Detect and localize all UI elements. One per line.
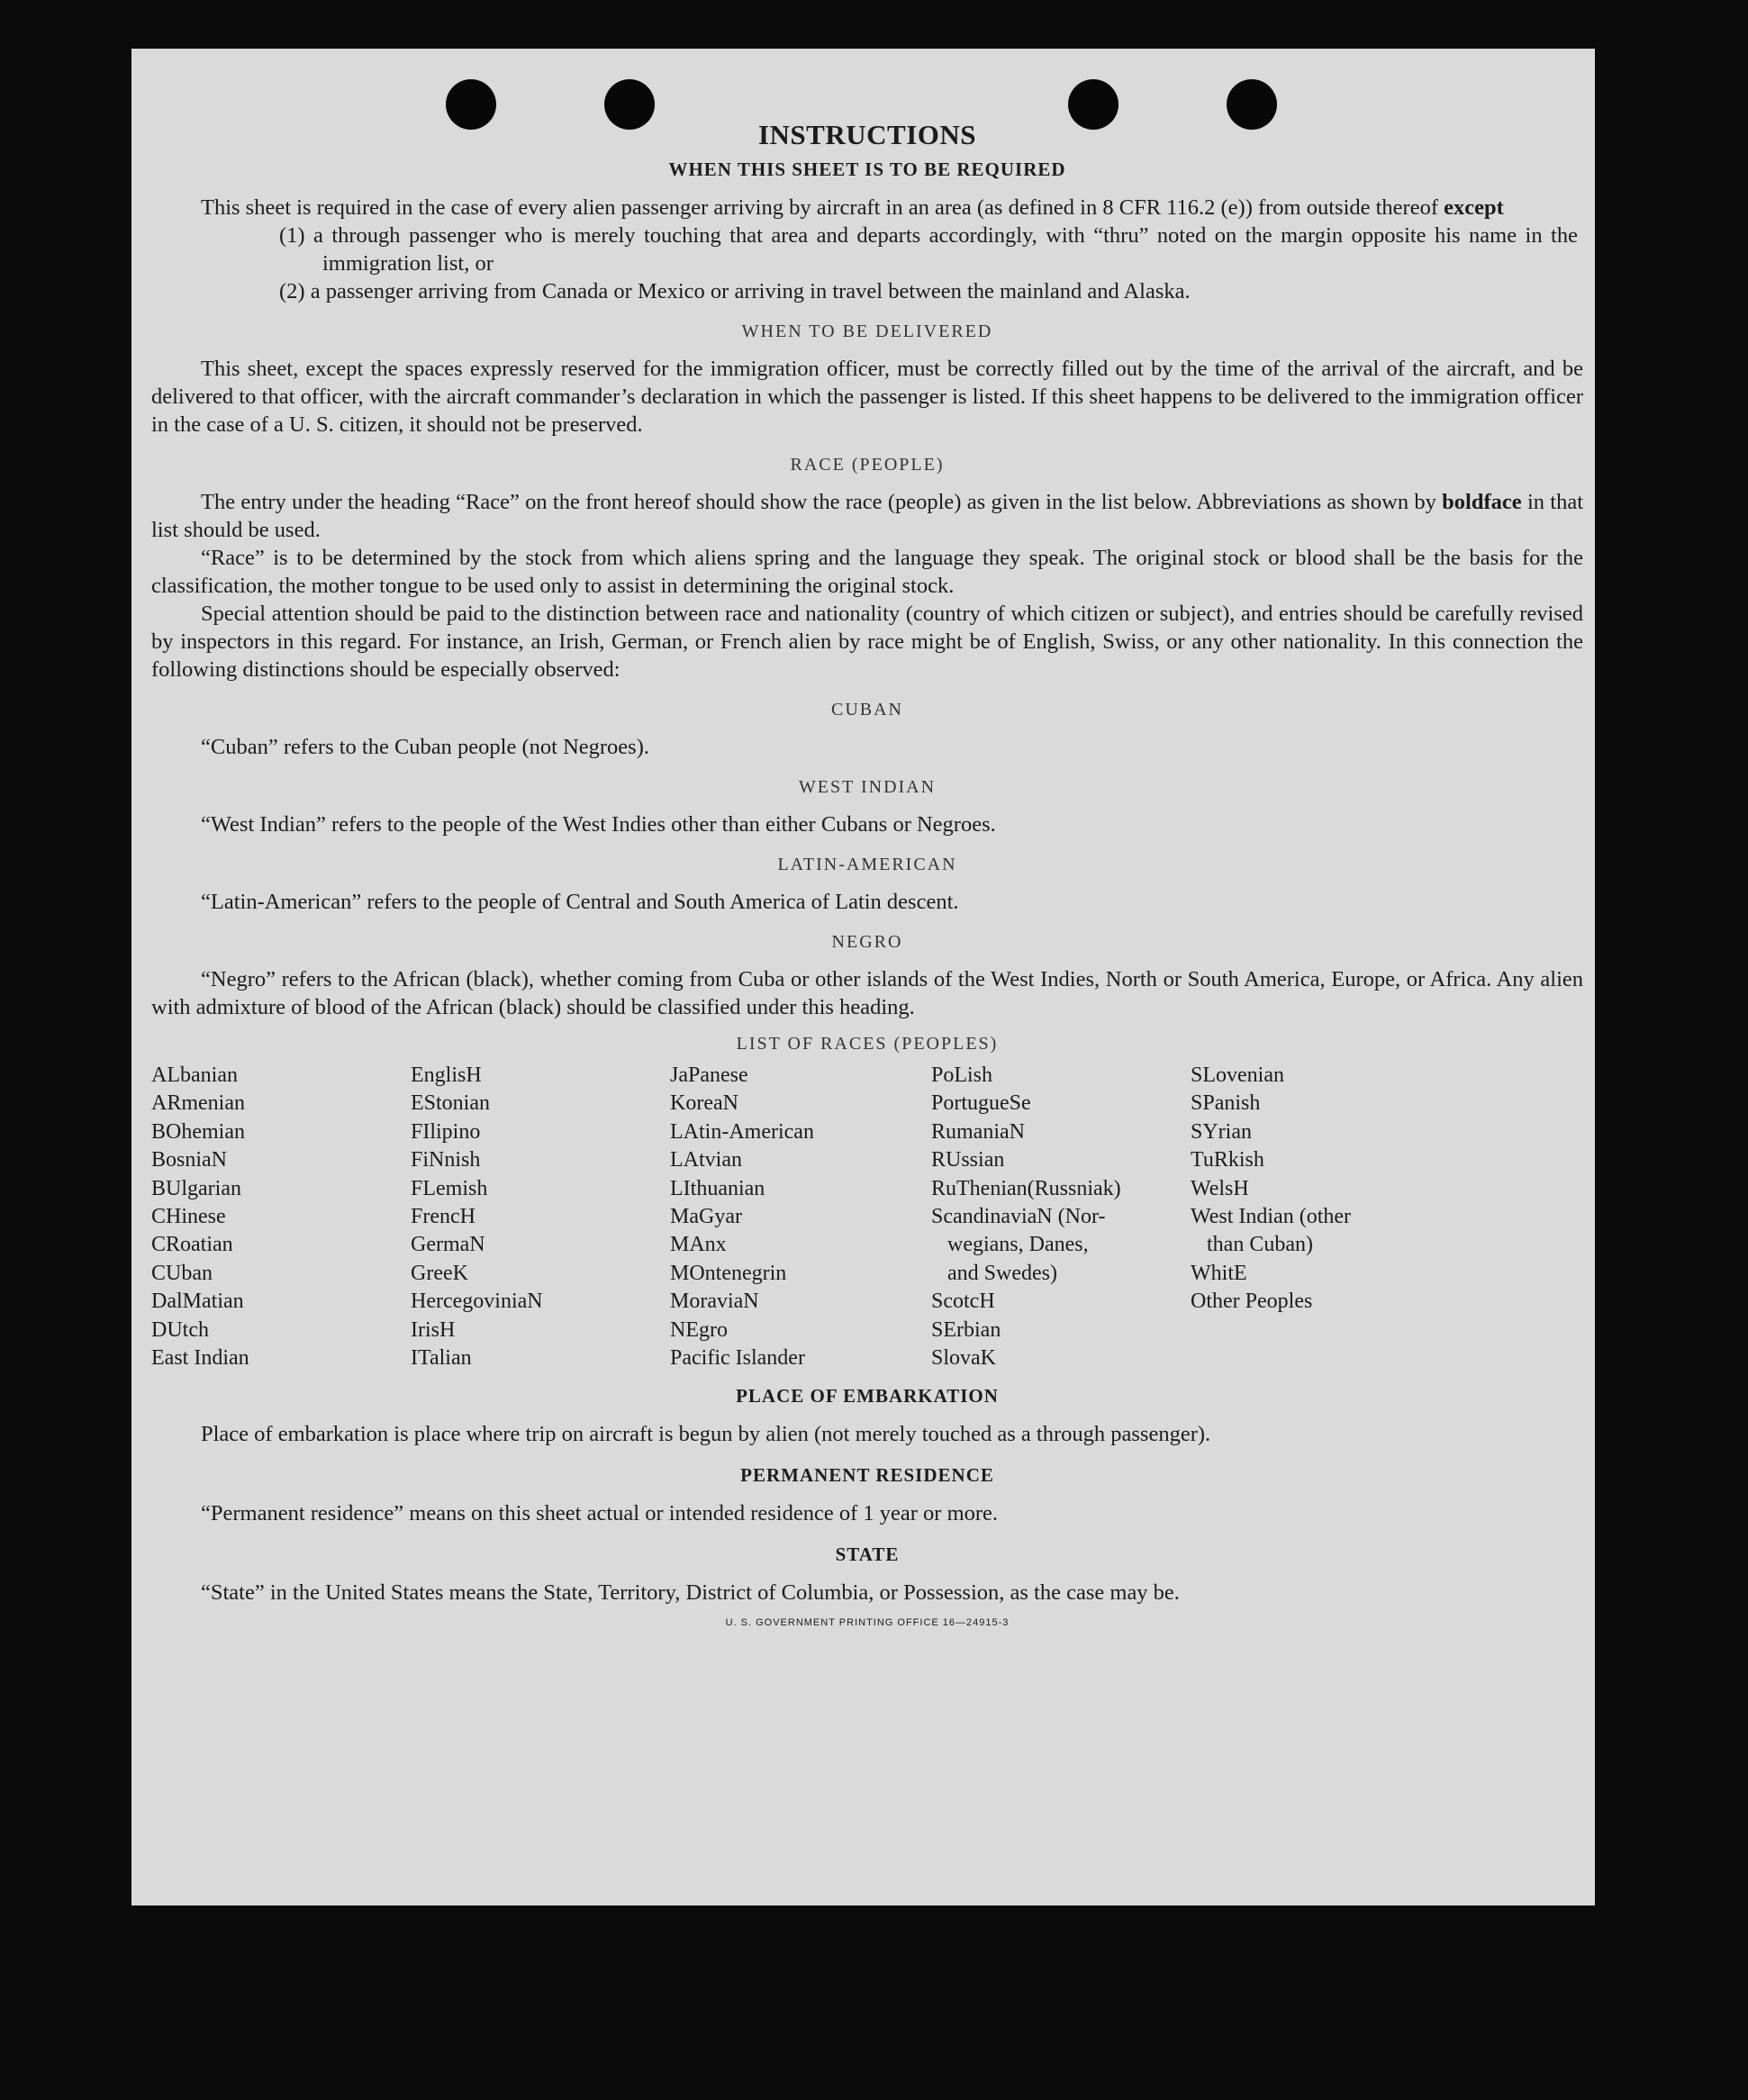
- race-entry: IrisH: [411, 1317, 456, 1342]
- race-entry: JaPanese: [670, 1064, 748, 1087]
- race-entry: FrencH: [411, 1205, 475, 1229]
- races-column: [1191, 1062, 1461, 1372]
- heading-negro: NEGRO: [831, 932, 903, 952]
- paragraph-race-1: The entry under the heading “Race” on the front hereof should show the race (people) as given in the list below. Abbreviations as shown by boldface in that list should be used.: [151, 490, 1584, 542]
- document-content: [151, 119, 1583, 1628]
- races-column: [151, 1062, 411, 1372]
- race-entry: LAtin-American: [670, 1119, 814, 1144]
- paragraph-west-indian: “West Indian” refers to the people of the West Indies other than either Cubans or Negroes.: [201, 812, 996, 837]
- race-entry: EnglisH: [411, 1064, 482, 1087]
- race-entry: GreeK: [411, 1261, 468, 1285]
- paragraph-state: “State” in the United States means the State, Territory, District of Columbia, or Possession, as the case may be.: [201, 1580, 1180, 1606]
- race-entry: KoreaN: [670, 1091, 738, 1116]
- race-entry: MOntenegrin: [670, 1261, 787, 1285]
- race-entry: WhitE: [1191, 1261, 1247, 1285]
- race-entry: ScandinaviaN (Nor- wegians, Danes, and Swedes): [931, 1205, 1106, 1285]
- race-entry: RUssian: [931, 1148, 1005, 1172]
- paragraph-residence: “Permanent residence” means on this sheet actual or intended residence of 1 year or more.: [201, 1501, 999, 1526]
- race-entry: FIlipino: [411, 1119, 481, 1144]
- race-entry: CUban: [151, 1261, 213, 1285]
- race-entry: GermaN: [411, 1233, 485, 1257]
- race-entry: FLemish: [411, 1176, 488, 1200]
- race-entry: SErbian: [931, 1317, 1001, 1342]
- paragraph-race-3: Special attention should be paid to the distinction between race and nationality (country of which citizen or subject), and entries should be carefully revised by inspectors in this regard. For instance, an Irish, German, or French alien by race might be of English, Swiss, or any other nationality. In this connection the following distinctions should be especially observed:: [151, 602, 1583, 682]
- race-entry: RuThenian(Russniak): [931, 1176, 1121, 1200]
- heading-embarkation: PLACE OF EMBARKATION: [736, 1385, 999, 1408]
- paragraph-race-2: “Race” is to be determined by the stock from which aliens spring and the language they speak. The original stock or blood shall be the basis for the classification, the mother tongue to be used only to assist in determining the original stock.: [151, 546, 1583, 598]
- race-entry: ARmenian: [151, 1091, 245, 1116]
- race-entry: Pacific Islander: [670, 1346, 805, 1371]
- race-entry: Other Peoples: [1191, 1290, 1313, 1314]
- race-entry: MAnx: [670, 1233, 727, 1257]
- heading-race: RACE (PEOPLE): [790, 455, 945, 475]
- race-entry: ITalian: [411, 1346, 472, 1371]
- race-entry: ALbanian: [151, 1064, 238, 1087]
- race-entry: DalMatian: [151, 1290, 244, 1314]
- race-entry: MaGyar: [670, 1205, 742, 1229]
- page-title: INSTRUCTIONS: [757, 119, 976, 150]
- printer-footer: U. S. GOVERNMENT PRINTING OFFICE 16—24915-3: [725, 1617, 1010, 1629]
- race-entry: BosniaN: [151, 1148, 227, 1172]
- race-entry: CHinese: [151, 1205, 226, 1229]
- race-entry: EStonian: [411, 1091, 490, 1116]
- paragraph-when-delivered: This sheet, except the spaces expressly reserved for the immigration officer, must be correctly filled out by the time of the arrival of the aircraft, and be delivered to that officer, with the aircraft commander’s declaration in which the passenger is listed. If this sheet happens to be delivered to the immigration officer in the case of a U. S. citizen, it should not be preserved.: [151, 357, 1583, 437]
- paragraph-negro: “Negro” refers to the African (black), whether coming from Cuba or other islands of the West Indies, North or South America, Europe, or Africa. Any alien with admixture of blood of the African (black) should be classified under this heading.: [151, 967, 1583, 1019]
- race-entry: PoLish: [931, 1064, 993, 1087]
- race-entry: PortugueSe: [931, 1091, 1031, 1116]
- heading-when-delivered: WHEN TO BE DELIVERED: [741, 321, 993, 341]
- race-entry: CRoatian: [151, 1233, 233, 1257]
- race-entry: FiNnish: [411, 1148, 481, 1172]
- race-entry: BUlgarian: [151, 1176, 241, 1200]
- race-entry: BOhemian: [151, 1119, 245, 1144]
- race-entry: East Indian: [151, 1346, 249, 1371]
- heading-cuban: CUBAN: [830, 700, 903, 720]
- race-entry: MoraviaN: [670, 1290, 759, 1314]
- race-entry: TuRkish: [1191, 1148, 1264, 1172]
- heading-state: STATE: [835, 1543, 900, 1566]
- paragraph-cuban: “Cuban” refers to the Cuban people (not Negroes).: [201, 735, 649, 759]
- race-entry: WelsH: [1191, 1176, 1249, 1200]
- races-column: [411, 1062, 670, 1372]
- race-entry: SlovaK: [931, 1346, 996, 1371]
- paragraph-embarkation: Place of embarkation is place where trip on aircraft is begun by alien (not merely touched as a through passenger).: [201, 1422, 1211, 1447]
- race-entry: DUtch: [151, 1317, 209, 1342]
- paragraph-latin-american: “Latin-American” refers to the people of Central and South America of Latin descent.: [201, 890, 959, 914]
- races-column: [931, 1062, 1191, 1372]
- list-item: (1) a through passenger who is merely touching that area and departs accordingly, with “thru” noted on the margin opposite his name in the immigration list, or: [279, 223, 1578, 276]
- race-entry: SLovenian: [1191, 1064, 1284, 1087]
- race-entry: LIthuanian: [670, 1176, 765, 1200]
- heading-latin-american: LATIN-AMERICAN: [777, 855, 957, 874]
- race-entry: SYrian: [1191, 1119, 1252, 1144]
- race-entry: RumaniaN: [931, 1119, 1025, 1144]
- race-entry: HercegoviniaN: [411, 1290, 543, 1314]
- heading-residence: PERMANENT RESIDENCE: [740, 1464, 994, 1487]
- heading-west-indian: WEST INDIAN: [798, 777, 937, 797]
- paragraph-when-required: This sheet is required in the case of every alien passenger arriving by aircraft in an area (as defined in 8 CFR 116.2 (e)) from outside thereof except: [201, 195, 1504, 220]
- race-entry: NEgro: [670, 1317, 728, 1342]
- heading-when-required: WHEN THIS SHEET IS TO BE REQUIRED: [668, 158, 1066, 180]
- races-column: [670, 1062, 931, 1372]
- race-entry: West Indian (other than Cuban): [1191, 1205, 1352, 1257]
- heading-list-of-races: LIST OF RACES (PEOPLES): [736, 1034, 999, 1054]
- race-entry: SPanish: [1191, 1091, 1261, 1116]
- list-item: (2) a passenger arriving from Canada or Mexico or arriving in travel between the mainland and Alaska.: [279, 279, 1191, 303]
- race-entry: LAtvian: [670, 1148, 742, 1172]
- races-table: [151, 1062, 1583, 1372]
- race-entry: ScotcH: [931, 1290, 995, 1314]
- document-sheet: [131, 49, 1595, 1905]
